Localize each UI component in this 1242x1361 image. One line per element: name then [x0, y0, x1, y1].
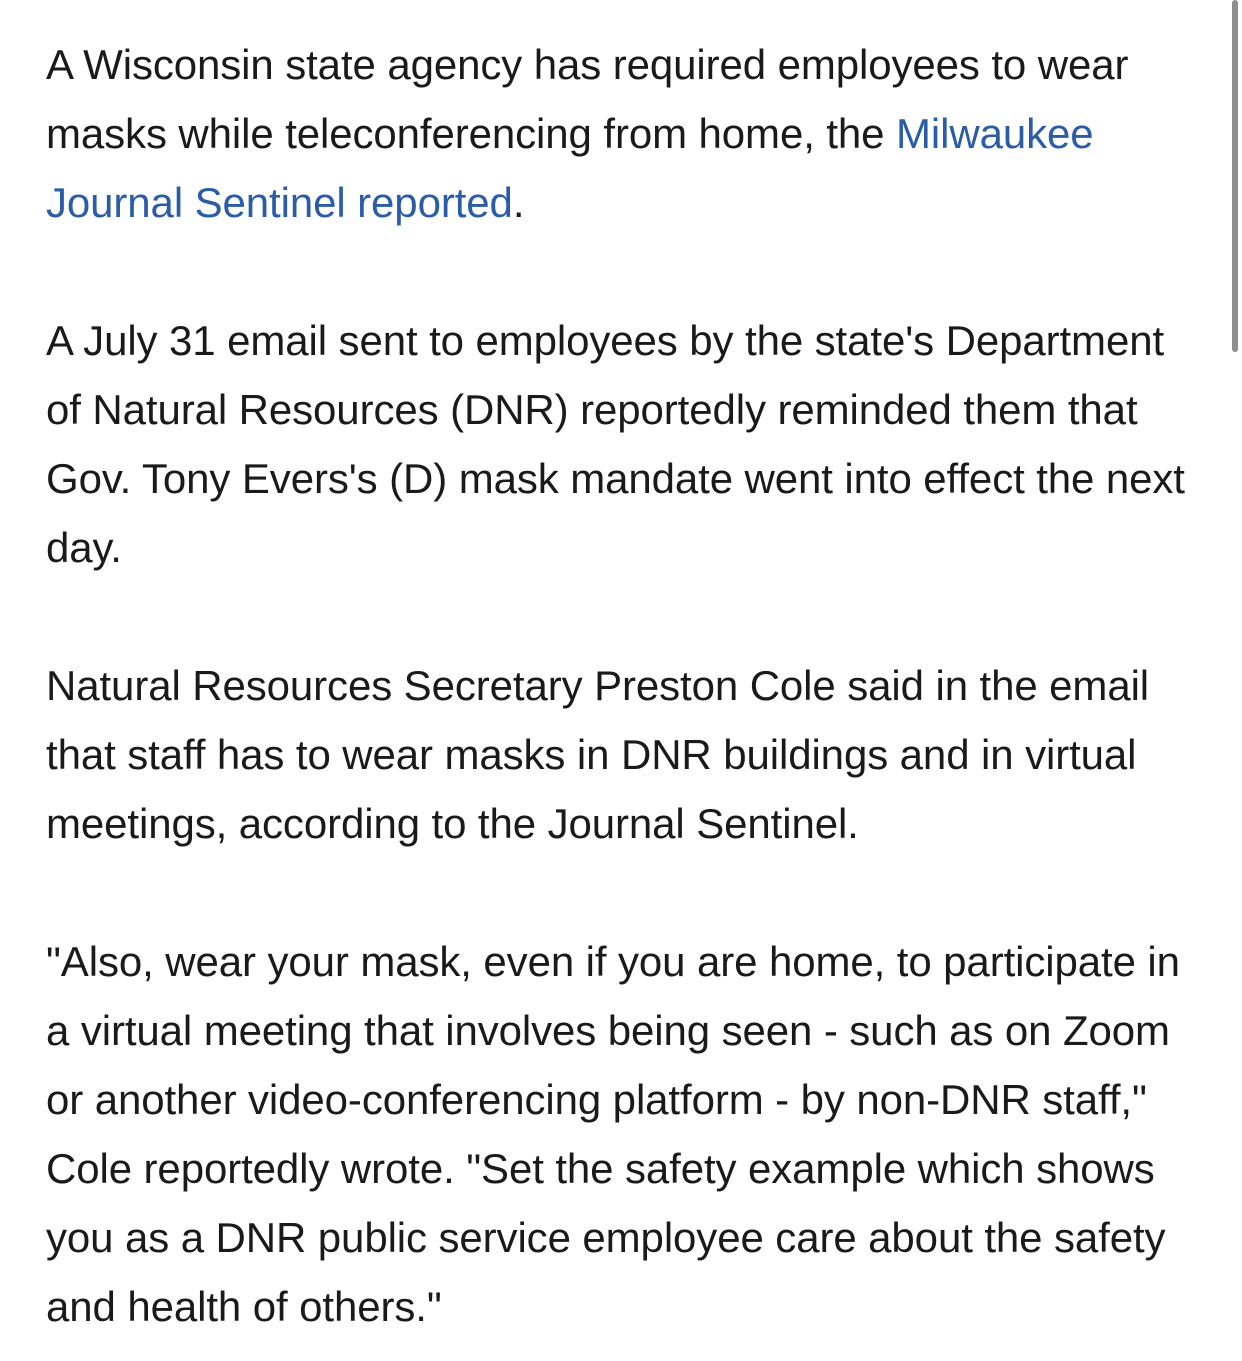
vertical-scrollbar[interactable]: [1228, 0, 1242, 1361]
paragraph-1-text-before: A Wisconsin state agency has required employees to wear masks while teleconferencing from home, the: [46, 41, 1129, 157]
journal-sentinel-link[interactable]: Milwaukee Journal Sentinel reported: [46, 110, 1094, 226]
article-body: [46, 30, 1206, 1341]
paragraph-4: "Also, wear your mask, even if you are home, to participate in a virtual meeting that involves being seen - such as on Zoom or another video-conferencing platform - by non-DNR staff," Cole reportedly wrote. "Set the safety example which shows you as a DNR public service employee care about the safety and health of others.": [46, 938, 1180, 1330]
paragraph-1-text-after: .: [512, 179, 525, 226]
paragraph-3: Natural Resources Secretary Preston Cole said in the email that staff has to wear masks in DNR buildings and in virtual meetings, according to the Journal Sentinel.: [46, 662, 1150, 847]
scrollbar-thumb[interactable]: [1232, 0, 1238, 352]
paragraph-1: [46, 30, 1206, 237]
paragraph-2: A July 31 email sent to employees by the state's Department of Natural Resources (DNR) reportedly reminded them that Gov. Tony Evers's (D) mask mandate went into effect the next day.: [46, 317, 1185, 571]
